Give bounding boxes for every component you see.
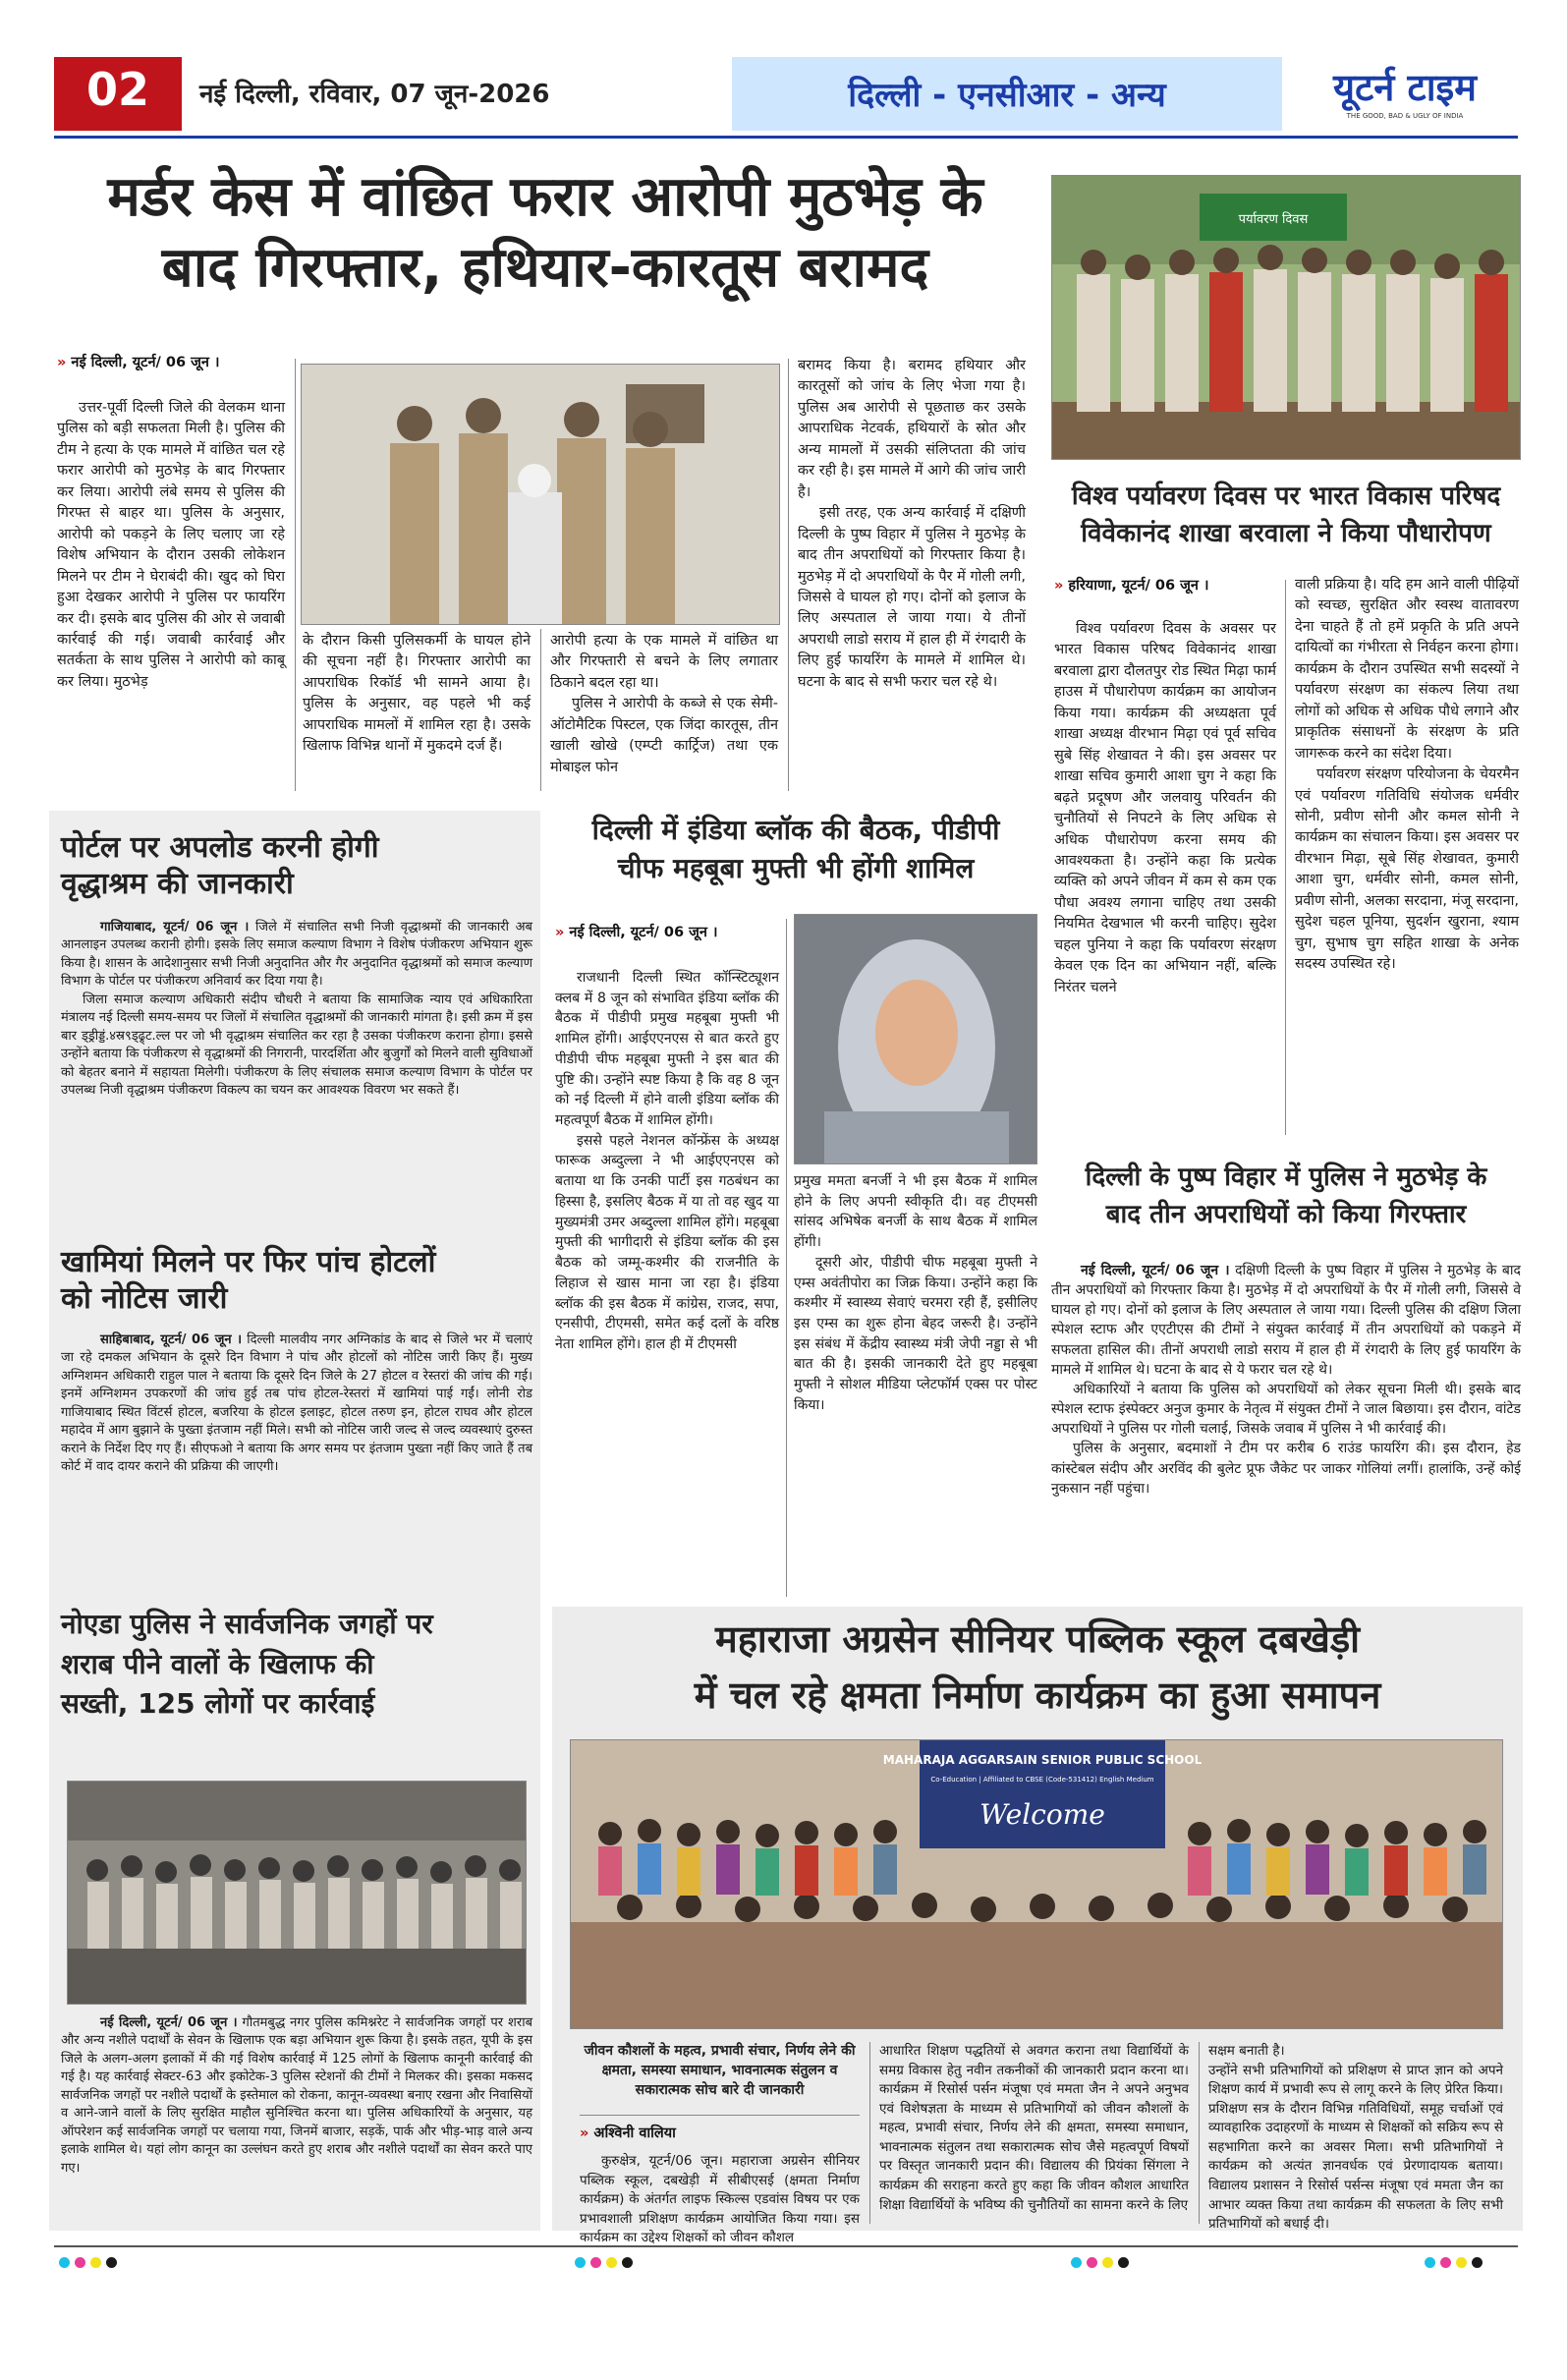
story3-headline-line1: पोर्टल पर अपलोड करनी होगी (61, 830, 379, 865)
story1-col1 (57, 398, 285, 693)
story1-col2bc (550, 631, 778, 778)
story1-col2a (303, 631, 531, 758)
school-board-text: MAHARAJA AGGARSAIN SENIOR PUBLIC SCHOOL (882, 1753, 1203, 1767)
masthead (54, 57, 1518, 131)
masthead-rule (54, 136, 1518, 139)
story8-headline-line2: में चल रहे क्षमता निर्माण कार्यक्रम का हुआ समापन (694, 1673, 1381, 1717)
column-divider (786, 919, 787, 1597)
story6-dateline (555, 922, 791, 941)
color-dot (90, 2257, 101, 2268)
logo-tagline: THE GOOD, BAD & UGLY OF INDIA (1346, 112, 1464, 120)
story7-dateline: नई दिल्ली, यूटर्न/ 06 जून । (1081, 1263, 1230, 1278)
color-dot (1440, 2257, 1451, 2268)
chevron-icon: » (580, 2125, 594, 2141)
color-dot (1071, 2257, 1082, 2268)
masthead-dateline: नई दिल्ली, रविवार, 07 जून-2026 (199, 80, 550, 109)
story1-dateline (57, 352, 312, 371)
color-dot (1102, 2257, 1113, 2268)
logo-text: यूटर्न टाइम (1333, 66, 1477, 109)
story8-caption: जीवन कौशलों के महत्व, प्रभावी संचार, निर्णय लेने की क्षमता, समस्या समाधान, भावनात्मक संतुलन व सकारात्मक सोच बारे दी जानकारी (584, 2043, 856, 2098)
story2-col2a-text: वाली प्रक्रिया है। यदि हम आने वाली पीढ़ियों को स्वच्छ, सुरक्षित और स्वस्थ वातावरण देना चाहते हैं तो हमें प्रकृति के प्रति अपने दायित्वों का गंभीरता से निर्वहन करना होगा। कार्यक्रम के दौरान उपस्थित सभी सदस्यों ने पर्यावरण संरक्षण का संकल्प लिया तथा लोगों को अधिक से अधिक पौधे लगाने और प्राकृतिक संसाधनों के संरक्षण के प्रति जागरूक करने का संदेश दिया। (1295, 577, 1519, 762)
logo (1292, 57, 1518, 131)
color-dot (1425, 2257, 1435, 2268)
color-dot (1118, 2257, 1129, 2268)
story5-headline (61, 1605, 532, 1725)
chevron-icon: » (57, 355, 72, 370)
color-dot (575, 2257, 586, 2268)
story6-col2b-text: दूसरी ओर, पीडीपी चीफ महबूबा मुफ्ती ने एम्स अवंतीपोरा का जिक्र किया। उन्होंने कहा कि कश्मीर में स्वास्थ्य सेवाएं चरमरा रही हैं, इसीलिए इस एम्स का शुरू होना बेहद जरूरी है। उन्होंने इस संबंध में केंद्रीय स्वास्थ्य मंत्री जेपी नड्डा से भी बात की है। इसकी जानकारी देते हुए महबूबा मुफ्ती ने सोशल मीडिया प्लेटफॉर्म एक्स पर पोस्ट किया। (794, 1254, 1037, 1413)
story3-body (61, 919, 532, 1101)
story7-p1-text: दक्षिणी दिल्ली के पुष्प विहार में पुलिस ने मुठभेड़ के बाद तीन अपराधियों को गिरफ्तार किया है। मुठभेड़ में दो अपराधियों के पैर में गोली लगी, जिससे वे घायल हो गए। दोनों को इलाज के लिए अस्पताल ले जाया गया। दिल्ली पुलिस की दक्षिण जिला स्पेशल स्टाफ और एएटीएस की टीमों ने संयुक्त कार्रवाई में तीन अपराधियों को पकड़ने में सफलता हासिल की। तीनों अपराधी लाडो सराय में हाल ही में रंगदारी के लिए हुई फायरिंग के मामले में शामिल थे। घटना के बाद से ये फरार चल रहे थे। (1051, 1263, 1521, 1378)
color-dot (1456, 2257, 1467, 2268)
color-dot (75, 2257, 85, 2268)
color-dot (1472, 2257, 1483, 2268)
chevron-icon: » (1054, 578, 1069, 594)
story8-col3: सक्षम बनाती है। उन्होंने सभी प्रतिभागियों को प्रशिक्षण से प्राप्त ज्ञान को अपने शिक्षण कार्य में प्रभावी रूप से लागू करने के लिए प्रेरित किया। प्रशिक्षण सत्र के दौरान विभिन्न गतिविधियों, समूह चर्चाओं एवं व्यावहारिक उदाहरणों के माध्यम से शिक्षकों को सक्रिय रूप से सहभागिता करने का अवसर मिला। सभी प्रतिभागियों ने कार्यक्रम को अत्यंत ज्ञानवर्धक एवं प्रेरणादायक बताया। विद्यालय प्रशासन ने रिसोर्स पर्सन्स मंजूषा एवं ममता जैन का आभार व्यक्त किया तथा कार्यक्रम की सफलता के लिए सभी प्रतिभागियों को बधाई दी। (1208, 2043, 1503, 2233)
banner-text: पर्यावरण दिवस (1238, 212, 1309, 227)
story5-headline-line2: शराब पीने वालों के खिलाफ की (61, 1647, 374, 1680)
story1-headline (54, 162, 1036, 303)
story3-p1 (61, 919, 532, 992)
footer-rule (54, 2245, 1518, 2247)
story6-headline-line2: चीफ महबूबा मुफ्ती भी होंगी शामिल (617, 852, 975, 885)
story4-p1-text: दिल्ली मालवीय नगर अग्निकांड के बाद से जिले भर में चलाएं जा रहे दमकल अभियान के दूसरे दिन विभाग ने पांच और होटलों को नोटिस जारी किए हैं। मुख्य अग्निशमन अधिकारी राहुल पाल ने बताया कि दूसरे दिन जिले के 27 होटल व रेस्तरां की जांच की गई। इनमें अग्निशमन उपकरणों की जांच हुई तब पांच होटल-रेस्तरां में खामियां पाई गईं। लोनी रोड गाजियाबाद स्थित विंटर्स होटल, बजरिया के होटल इलाइट, होटल तरुण इन, होटल राघव और होटल महादेव में आग बुझाने के पुख्ता इंतजाम नहीं मिले। सभी को नोटिस जारी जल्द से जल्द व्यवस्थाएं दुरुस्त कराने के निर्देश दिए गए हैं। सीएफओ ने बताया कि अगर समय पर इंतजाम पुख्ता नहीं किए जाते हैं तब कोर्ट में वाद दायर कराने की प्रक्रिया की जाएगी। (61, 1332, 532, 1475)
story4-dateline: साहिबाबाद, यूटर्न/ 06 जून । (100, 1332, 243, 1347)
caption-rule (580, 2115, 860, 2116)
story5-headline-line1: नोएडा पुलिस ने सार्वजनिक जगहों पर (61, 1608, 433, 1640)
story2-col1-text: विश्व पर्यावरण दिवस के अवसर पर भारत विकास परिषद विवेकानंद शाखा बरवाला द्वारा दौलतपुर रोड स्थित मिढ़ा फार्म हाउस में पौधारोपण कार्यक्रम का आयोजन किया गया। कार्यक्रम की अध्यक्षता पूर्व शाखा अध्यक्ष वीरभान मिढ़ा एवं पूर्व सचिव सुबे सिंह शेखावत ने की। इस अवसर पर शाखा सचिव कुमारी आशा चुग ने कहा कि बढ़ते प्रदूषण और जलवायु परिवर्तन की चुनौतियों से निपटने के लिए अधिक से अधिक पौधारोपण करना समय की आवश्यकता है। उन्होंने कहा कि प्रत्येक व्यक्ति को अपने जीवन में कम से कम एक पौधा अवश्य लगाना चाहिए तथा उसकी नियमित देखभाल भी करनी चाहिए। सुदेश चहल पुनिया ने कहा कि पर्यावरण संरक्षण केवल एक दिन का अभियान नहीं, बल्कि निरंतर चलने (1054, 621, 1276, 995)
story8-byline-text: अश्विनी वालिया (593, 2125, 676, 2141)
story1-police-photo (301, 364, 780, 625)
story8-col1-text: कुरुक्षेत्र, यूटर्न/06 जून। महाराजा अग्रसेन सीनियर पब्लिक स्कूल, दबखेड़ी में सीबीएसई (क्षमता निर्माण कार्यक्रम) के अंतर्गत लाइफ स्किल्स एडवांस विषय पर एक प्रभावशाली प्रशिक्षण कार्यक्रम आयोजित किया गया। इस कार्यक्रम का उद्देश्य शिक्षकों को जीवन कौशल (580, 2153, 860, 2246)
story7-p3-text: पुलिस के अनुसार, बदमाशों ने टीम पर करीब 6 राउंड फायरिंग की। इस दौरान, हेड कांस्टेबल संदीप और अरविंद की बुलेट प्रूफ जैकेट पर जाकर गोलियां लगीं। हालांकि, उन्हें कोई नुकसान नहीं पहुंचा। (1051, 1441, 1521, 1497)
story2-col2 (1295, 575, 1519, 976)
column-divider (788, 359, 789, 791)
story1-col2a-text: के दौरान किसी पुलिसकर्मी के घायल होने की सूचना नहीं है। गिरफ्तार आरोपी का आपराधिक रिकॉर्ड भी सामने आया है। पुलिस के अनुसार, वह पहले भी कई आपराधिक मामलों में शामिल रहा है। उसके खिलाफ विभिन्न थानों में मुकदमे दर्ज हैं। (303, 633, 531, 755)
photo-group-illustration (1052, 176, 1521, 460)
story4-headline-line2: को नोटिस जारी (61, 1280, 228, 1316)
story5-p1 (61, 2014, 532, 2178)
registration-dots (59, 2257, 117, 2268)
welcome-text: Welcome (979, 1798, 1105, 1831)
story6-dateline-text: नई दिल्ली, यूटर्न/ 06 जून । (569, 925, 718, 940)
story6-headline (550, 811, 1041, 887)
story5-body (61, 2014, 532, 2178)
column-divider (1199, 2042, 1200, 2224)
story1-dateline-text: नई दिल्ली, यूटर्न/ 06 जून । (71, 355, 220, 370)
registration-dots (1425, 2257, 1483, 2268)
story3-headline-line2: वृद्धाश्रम की जानकारी (61, 866, 294, 901)
story8-school-photo (570, 1739, 1503, 2029)
story3-headline (61, 830, 532, 902)
story4-body (61, 1332, 532, 1477)
story1-col3 (798, 356, 1026, 693)
story5-police-group-photo (67, 1781, 527, 2005)
story2-dateline (1054, 575, 1270, 595)
story6-col2a-text: प्रमुख ममता बनर्जी ने भी इस बैठक में शामिल होने के लिए अपनी स्वीकृति दी। वह टीएमसी सांसद अभिषेक बनर्जी के साथ बैठक में शामिल होंगी। (794, 1173, 1037, 1251)
portrait-illustration (795, 915, 1037, 1164)
story2-headline-line1: विश्व पर्यावरण दिवस पर भारत विकास परिषद (1071, 482, 1501, 511)
section-title: दिल्ली - एनसीआर - अन्य (848, 76, 1166, 115)
photo-crowd-illustration (68, 1782, 527, 2005)
story7-headline-line1: दिल्ली के पुष्प विहार में पुलिस ने मुठभेड़ के (1085, 1162, 1487, 1192)
story4-p1 (61, 1332, 532, 1477)
story7-headline-line2: बाद तीन अपराधियों को किया गिरफ्तार (1105, 1199, 1467, 1229)
story8-col2-text: आधारित शिक्षण पद्धतियों से अवगत कराना तथा विद्यार्थियों के समग्र विकास हेतु नवीन तकनीकों की जानकारी प्रदान करना था। कार्यक्रम में रिसोर्स पर्सन मंजूषा एवं ममता जैन ने अपने अनुभव एवं विशेषज्ञता के माध्यम से प्रतिभागियों को जीवन कौशलों के महत्व, प्रभावी संचार, निर्णय लेने की क्षमता, समस्या समाधान, भावनात्मक संतुलन तथा सकारात्मक सोच जैसे महत्वपूर्ण विषयों पर विस्तृत जानकारी प्रदान की। विद्यालय की प्रियंका सिंगला ने कार्यक्रम की सराहना करते हुए कहा कि जीवन कौशल आधारित शिक्षा विद्यार्थियों के भविष्य की चुनौतियों का सामना करने के लिए (879, 2043, 1189, 2213)
photo-people-illustration (302, 365, 780, 625)
story2-plantation-photo (1051, 175, 1521, 460)
story3-dateline: गाजियाबाद, यूटर्न/ 06 जून । (100, 920, 250, 935)
story3-p2-text: जिला समाज कल्याण अधिकारी संदीप चौधरी ने बताया कि सामाजिक न्याय एवं अधिकारिता मंत्रालय नई दिल्ली समय-समय पर जिलों में संचालित वृद्धाश्रमों की जानकारी मांगता है। इसी क्रम में इस बार ड्ड्रीड्डं.४स्र९ड्ढ्र्ट.ल्ल पर जो भी वृद्धाश्रम संचालित कर रहा है उसका पंजीकरण कराना होगा। इससे उन्होंने बताया कि पंजीकरण से वृद्धाश्रमों की निगरानी, पारदर्शिता और बुजुर्गों को मिलने वाली सुविधाओं को बेहतर बनाने में सहायता मिलेगी। पंजीकरण के लिए संचालक समाज कल्याण विभाग के पोर्टल पर उपलब्ध निजी वृद्धाश्रम पंजीकरण विकल्प का चयन कर आवश्यक विवरण भर सकते हैं। (61, 992, 532, 1099)
page-number: 02 (85, 63, 149, 116)
story2-col1 (1054, 619, 1276, 998)
registration-dots (1071, 2257, 1129, 2268)
story7-body (1051, 1261, 1521, 1499)
story6-col1b-text: इससे पहले नेशनल कॉन्फ्रेंस के अध्यक्ष फारूक अब्दुल्ला ने भी आईएएनएस को बताया था कि उनकी पार्टी इस गठबंधन का हिस्सा है, इसलिए बैठक में या तो वह खुद या मुख्यमंत्री उमर अब्दुल्ला शामिल होंगे। महबूबा मुफ्ती की भागीदारी से इंडिया ब्लॉक की इस बैठक को जम्मू-कश्मीर की राजनीति के लिहाज से खास माना जा रहा है। इंडिया ब्लॉक की इस बैठक में कांग्रेस, राजद, सपा, एनसीपी, टीएमसी, समेत कई दलों के वरिष्ठ नेता शामिल होंगे। हाल ही में टीएमसी (555, 1132, 779, 1352)
story1-col2b-text: आरोपी हत्या के एक मामले में वांछित था और गिरफ्तारी से बचने के लिए लगातार ठिकाने बदल रहा था। (550, 633, 778, 691)
mehbooba-mufti-photo (794, 914, 1037, 1164)
story7-p2-text: अधिकारियों ने बताया कि पुलिस को अपराधियों को लेकर सूचना मिली थी। इसके बाद स्पेशल स्टाफ इंस्पेक्टर अनुज कुमार के नेतृत्व में संयुक्त टीमों ने जाल बिछाया। इस दौरान, वांटेड अपराधियों ने पुलिस पर गोली चलाई, जिसके जवाब में पुलिस ने भी कार्रवाई की। (1051, 1381, 1521, 1438)
story8-byline (580, 2123, 860, 2142)
story8-headline (558, 1612, 1517, 1724)
story8-headline-line1: महाराजा अग्रसेन सीनियर पब्लिक स्कूल दबखेड़ी (714, 1617, 1361, 1661)
story1-headline-line1: मर्डर केस में वांछित फरार आरोपी मुठभेड़ के (107, 165, 983, 229)
story2-dateline-text: हरियाणा, यूटर्न/ 06 जून । (1068, 578, 1209, 594)
story2-headline (1051, 479, 1521, 552)
story1-col1-text: उत्तर-पूर्वी दिल्ली जिले की वेलकम थाना पुलिस को बड़ी सफलता मिली है। पुलिस की टीम ने हत्या के एक मामले में वांछित चल रहे फरार आरोपी को मुठभेड़ के बाद गिरफ्तार कर लिया। आरोपी लंबे समय से पुलिस की गिरफ्त से बाहर था। पुलिस के अनुसार, आरोपी को पकड़ने के लिए चलाए जा रहे विशेष अभियान के दौरान उसकी लोकेशन मिलने पर टीम ने घेराबंदी की। खुद को घिरा हुआ देखकर आरोपी ने पुलिस पर फायरिंग कर दी। इसके बाद पुलिस की ओर से जवाबी कार्रवाई की गई। जवाबी कार्रवाई और सतर्कता के साथ पुलिस ने आरोपी को काबू कर लिया। मुठभेड़ (57, 400, 285, 690)
column-divider (1285, 580, 1286, 1135)
column-divider (869, 2042, 870, 2224)
column-divider (295, 359, 296, 791)
school-group-illustration (571, 1740, 1503, 2029)
story8-col1 (580, 2152, 860, 2248)
color-dot (106, 2257, 117, 2268)
story1-headline-line2: बाद गिरफ्तार, हथियार-कारतूस बरामद (161, 235, 929, 300)
story8-col2 (879, 2042, 1189, 2215)
color-dot (1087, 2257, 1097, 2268)
school-board-subtext: Co-Education | Affiliated to CBSE (Code-531412) English Medium (930, 1776, 1154, 1784)
story6-col1 (555, 968, 779, 1355)
story2-headline-line2: विवेकानंद शाखा बरवाला ने किया पौधारोपण (1081, 518, 1491, 548)
story6-col2 (794, 1171, 1037, 1416)
column-divider (540, 629, 541, 791)
story3-p1-text: जिले में संचालित सभी निजी वृद्धाश्रमों की जानकारी अब आनलाइन उपलब्ध करानी होगी। इसके लिए समाज कल्याण विभाग ने विशेष पंजीकरण अभियान शुरू किया है। शासन के आदेशानुसार सभी निजी अनुदानित और गैर अनुदानित वृद्धाश्रमों को समाज कल्याण विभाग के पोर्टल पर पंजीकरण अनिवार्य कर दिया गया है। (61, 920, 532, 990)
story4-headline (61, 1245, 532, 1317)
story5-dateline: नई दिल्ली, यूटर्न/ 06 जून । (100, 2015, 238, 2030)
story6-headline-line1: दिल्ली में इंडिया ब्लॉक की बैठक, पीडीपी (591, 814, 1000, 846)
color-dot (622, 2257, 633, 2268)
registration-dots (575, 2257, 633, 2268)
color-dot (590, 2257, 601, 2268)
story5-p1-text: गौतमबुद्ध नगर पुलिस कमिश्नरेट ने सार्वजनिक जगहों पर शराब और अन्य नशीले पदार्थों के सेवन के खिलाफ एक बड़ा अभियान शुरू किया है। इसके तहत, यूपी के इस जिले के अलग-अलग इलाकों में की गई विशेष कार्रवाई में 125 लोगों के खिलाफ कानूनी कार्रवाई की गई है। यह कार्रवाई सेक्टर-63 और इकोटेक-3 पुलिस स्टेशनों की टीमों ने मिलकर की। इसका मकसद सार्वजनिक जगहों पर नशीले पदार्थों के इस्तेमाल को रोकना, कानून-व्यवस्था बनाए रखना और निवासियों व आने-जाने वालों के लिए सुरक्षित माहौल सुनिश्चित करना था। पुलिस अधिकारियों के अनुसार, यह ऑपरेशन कई सार्वजनिक जगहों पर चलाया गया, जिनमें बाजार, सड़कें, पार्क और भीड़-भाड़ वाले अन्य इलाके शामिल थे। यहां लोग कानून का उल्लंघन करते हुए शराब और नशीले पदार्थों का सेवन करते पाए गए। (61, 2015, 532, 2176)
chevron-icon: » (555, 925, 570, 940)
story1-col3b-text: इसी तरह, एक अन्य कार्रवाई में दक्षिणी दिल्ली के पुष्प विहार में पुलिस ने मुठभेड़ के बाद तीन अपराधियों को गिरफ्तार किया है। मुठभेड़ में दो अपराधियों के पैर में गोली लगी, जिससे वे घायल हो गए। दोनों को इलाज के लिए अस्पताल ले जाया गया। ये तीनों अपराधी लाडो सराय में हाल ही में रंगदारी के लिए हुई फायरिंग के मामले में शामिल थे। घटना के बाद से सभी फरार चल रहे थे। (798, 505, 1026, 690)
story5-headline-line3: सख्ती, 125 लोगों पर कार्रवाई (61, 1687, 375, 1721)
story1-col2c-text: पुलिस ने आरोपी के कब्जे से एक सेमी-ऑटोमैटिक पिस्टल, एक जिंदा कारतूस, तीन खाली खोखे (एम्प्टी कार्ट्रिज) तथा एक मोबाइल फोन (550, 696, 778, 775)
color-dot (59, 2257, 70, 2268)
story7-headline (1051, 1160, 1521, 1233)
story7-p1 (1051, 1261, 1521, 1380)
story1-col3a-text: बरामद किया है। बरामद हथियार और कारतूसों को जांच के लिए भेजा गया है। पुलिस अब आरोपी से पूछताछ कर उसके आपराधिक नेटवर्क, हथियारों के स्रोत और अन्य मामलों में उसकी संलिप्तता की जांच कर रही है। इस मामले में आगे की जांच जारी है। (798, 358, 1026, 500)
story2-col2b-text: पर्यावरण संरक्षण परियोजना के चेयरमैन एवं पर्यावरण गतिविधि संयोजक धर्मवीर सोनी, प्रवीण सोनी और कमल सोनी ने कार्यक्रम का संचालन किया। इस अवसर पर वीरभान मिढ़ा, सूबे सिंह शेखावत, कुमारी आशा चुग, धर्मवीर सोनी, कमल सोनी, प्रवीण सोनी, अलका सरदाना, मंजू सरदाना, सुदेश चहल पूनिया, सुदर्शन खुराना, श्याम चुग, सुभाष चुग सहित शाखा के अनेक सदस्य उपस्थित रहे। (1295, 766, 1519, 973)
color-dot (606, 2257, 617, 2268)
story6-col1a-text: राजधानी दिल्ली स्थित कॉन्स्टिट्यूशन क्लब में 8 जून को संभावित इंडिया ब्लॉक की बैठक में पीडीपी प्रमुख महबूबा मुफ्ती भी शामिल होंगी। आईएएनएस से बात करते हुए पीडीपी चीफ महबूबा मुफ्ती ने इस बात की पुष्टि की। उन्होंने स्पष्ट किया है कि वह 8 जून को नई दिल्ली में होने वाली इंडिया ब्लॉक की महत्वपूर्ण बैठक में शामिल होंगी। (555, 970, 779, 1129)
story4-headline-line1: खामियां मिलने पर फिर पांच होटलों (61, 1245, 436, 1279)
